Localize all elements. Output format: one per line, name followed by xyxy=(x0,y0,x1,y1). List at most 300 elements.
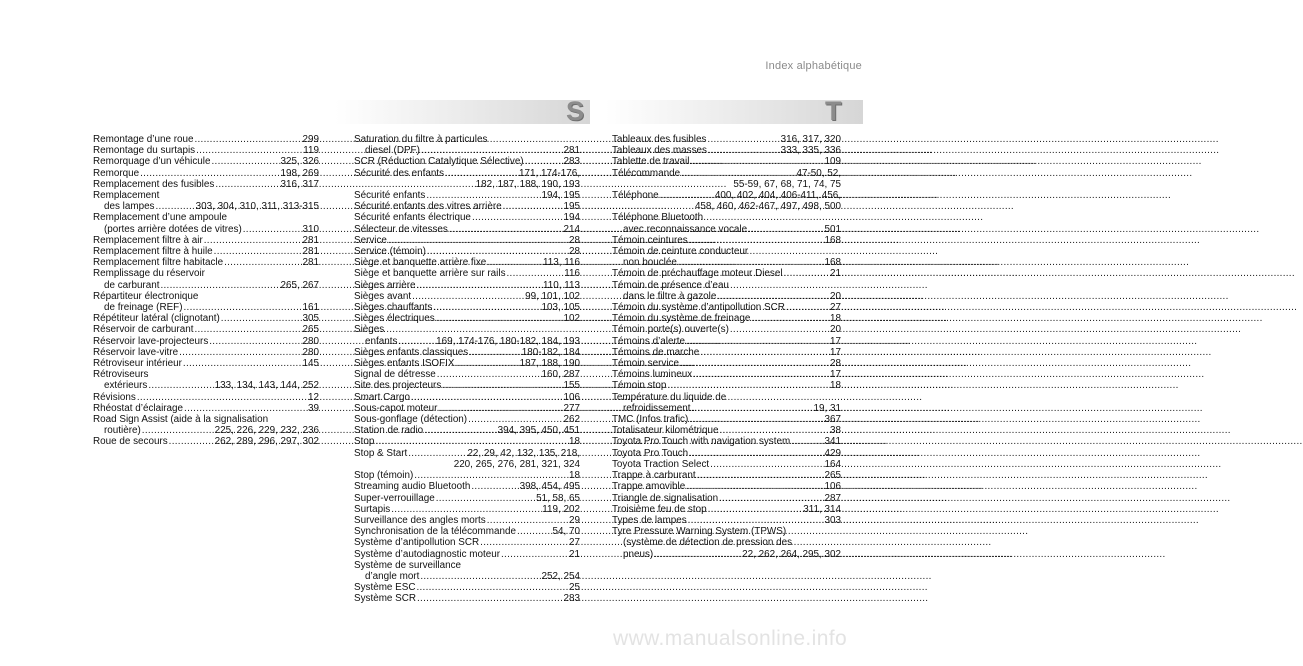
page-numbers: 18 xyxy=(830,380,841,392)
index-entry-line xyxy=(354,257,580,268)
index-term: Sièges enfants ISOFIX xyxy=(354,358,455,370)
section-letter-s: S xyxy=(566,96,585,126)
dot-leader xyxy=(525,156,563,167)
index-entry-line xyxy=(612,190,841,201)
index-entry-line xyxy=(354,302,580,313)
index-entry xyxy=(93,235,319,246)
dot-leader xyxy=(692,403,813,414)
index-entry xyxy=(354,448,580,470)
index-entry xyxy=(354,313,580,324)
index-entry xyxy=(354,560,580,582)
page-numbers: 116 xyxy=(564,268,580,280)
index-entry-line xyxy=(354,246,580,257)
index-term: Remplacement filtre à air xyxy=(93,234,203,246)
index-entry-line xyxy=(93,358,319,369)
page-numbers: 17 xyxy=(830,369,841,381)
index-term: Station de radio xyxy=(354,425,424,437)
index-entry xyxy=(354,224,580,235)
page-numbers: 182, 187, 188, 190, 193 xyxy=(475,178,580,190)
index-term: TMC (Infos trafic) xyxy=(612,414,689,426)
index-entry-line xyxy=(612,347,841,358)
index-term: Totalisateur kilométrique xyxy=(612,425,719,437)
dot-leader xyxy=(487,257,542,268)
index-term: avec reconnaissance vocale xyxy=(623,223,748,235)
index-entry xyxy=(612,425,841,436)
index-entry-line xyxy=(93,280,319,291)
index-entry xyxy=(612,268,841,279)
index-entry xyxy=(612,235,841,246)
index-entry-line xyxy=(93,336,319,347)
dot-leader xyxy=(160,280,279,291)
index-entry xyxy=(93,336,319,347)
dot-leader xyxy=(660,190,714,201)
index-term: Témoin du système d’antipollution SCR xyxy=(612,302,785,314)
dot-leader xyxy=(748,224,823,235)
page-numbers: 501 xyxy=(824,223,841,235)
index-entry xyxy=(354,537,580,548)
index-entry xyxy=(354,526,580,537)
index-entry xyxy=(612,493,841,504)
page-numbers: 367 xyxy=(824,414,841,426)
dot-leader xyxy=(204,235,302,246)
page-numbers: 133, 134, 143, 144, 252 xyxy=(214,380,319,392)
index-column-r xyxy=(93,134,319,448)
page-numbers: 195 xyxy=(563,201,580,213)
page-numbers: 180-182, 184 xyxy=(521,346,580,358)
index-entry xyxy=(93,347,319,358)
index-entry xyxy=(612,246,841,268)
index-term: Sièges chauffants xyxy=(354,302,433,314)
index-term: Synchronisation de la télécommande xyxy=(354,526,516,538)
index-entry-line xyxy=(354,549,580,560)
index-term: Sélecteur de vitesses xyxy=(354,223,448,235)
page-numbers: 51, 58, 65 xyxy=(536,492,580,504)
index-entry xyxy=(354,414,580,425)
index-entry-line xyxy=(612,324,841,335)
index-entry xyxy=(354,280,580,291)
index-term: non bouclée xyxy=(623,257,677,269)
index-entry-line xyxy=(354,235,580,246)
index-entry xyxy=(93,358,319,369)
dot-leader xyxy=(708,504,803,515)
index-entry-line xyxy=(93,347,319,358)
page-numbers: 281 xyxy=(563,145,580,157)
page-numbers: 47-50, 52, xyxy=(796,167,841,179)
index-entry xyxy=(354,257,580,268)
index-entry xyxy=(93,257,319,268)
index-entry-line xyxy=(354,212,580,223)
page-numbers: 110, 113 xyxy=(543,279,580,291)
index-term: Témoin de ceinture conducteur xyxy=(612,246,749,258)
index-term: Témoins de marche xyxy=(612,346,700,358)
index-term: Sécurité enfants xyxy=(354,190,426,202)
index-entry xyxy=(354,302,580,313)
page-numbers: 19, 31 xyxy=(813,402,841,414)
index-entry xyxy=(354,515,580,526)
index-term: Road Sign Assist (aide à la signalisation xyxy=(93,414,269,426)
index-term: Sièges enfants classiques xyxy=(354,346,469,358)
index-entry xyxy=(354,436,580,447)
index-term: de freinage (REF) xyxy=(104,302,183,314)
dot-leader xyxy=(148,380,213,391)
index-entry-line xyxy=(612,201,841,212)
index-entry xyxy=(612,347,841,358)
index-entry-line xyxy=(612,403,841,414)
index-entry xyxy=(612,190,841,212)
index-term: Siège et banquette arrière fixe xyxy=(354,257,487,269)
page-numbers: 27 xyxy=(569,537,580,549)
page-numbers: 28 xyxy=(830,358,841,370)
index-entry xyxy=(354,470,580,481)
page-numbers: 113, 116 xyxy=(543,257,580,269)
index-entry-line xyxy=(354,593,580,604)
dot-leader xyxy=(427,246,568,257)
index-term: Sièges xyxy=(354,324,385,336)
page-numbers: 341 xyxy=(824,436,841,448)
index-entry xyxy=(354,168,580,190)
index-entry-line xyxy=(612,493,841,504)
index-term: de carburant xyxy=(104,279,160,291)
page-numbers: 103, 105 xyxy=(541,302,580,314)
page-numbers: 394, 395, 450, 451 xyxy=(497,425,580,437)
dot-leader xyxy=(224,257,301,268)
section-band-s xyxy=(335,100,590,124)
index-entry-line xyxy=(93,403,319,414)
index-term: Stop & Start xyxy=(354,447,408,459)
index-entry xyxy=(354,156,580,167)
index-term: Sécurité des enfants xyxy=(354,167,445,179)
dot-leader xyxy=(469,347,521,358)
index-entry xyxy=(93,436,319,447)
index-entry xyxy=(354,493,580,504)
index-entry xyxy=(354,358,580,369)
page-numbers: 22, 262, 264, 295, 302 xyxy=(742,548,841,560)
dot-leader xyxy=(184,403,307,414)
page-numbers: 28 xyxy=(569,246,580,258)
index-entry xyxy=(354,201,580,212)
page-numbers: 262 xyxy=(563,414,580,426)
index-term: Téléphone xyxy=(612,190,659,202)
page-numbers: 281 xyxy=(302,246,319,258)
dot-leader xyxy=(686,481,823,492)
dot-leader xyxy=(678,257,824,268)
dot-leader xyxy=(209,336,301,347)
index-term: SCR (Réduction Catalytique Sélective) xyxy=(354,156,524,168)
index-entry-line xyxy=(93,168,319,179)
dot-leader xyxy=(388,235,568,246)
dot-leader xyxy=(437,369,541,380)
page-numbers: 25 xyxy=(569,582,580,594)
index-term: Réservoir lave-projecteurs xyxy=(93,335,209,347)
index-entry-line xyxy=(93,414,319,425)
index-entry-line xyxy=(93,224,319,235)
page-numbers: 265 xyxy=(824,470,841,482)
dot-leader xyxy=(681,168,795,179)
index-entry-line xyxy=(354,392,580,403)
page-numbers: 280 xyxy=(302,346,319,358)
index-entry-line xyxy=(612,504,841,515)
index-entry xyxy=(612,504,841,515)
dot-leader xyxy=(686,336,829,347)
dot-leader xyxy=(420,571,540,582)
page-numbers: 38 xyxy=(830,425,841,437)
index-entry-line xyxy=(612,414,841,425)
index-entry xyxy=(93,268,319,290)
index-entry-line xyxy=(612,515,841,526)
dot-leader xyxy=(689,448,823,459)
dot-leader xyxy=(449,224,563,235)
index-entry xyxy=(354,582,580,593)
index-term: Témoin du système de freinage xyxy=(612,313,751,325)
index-entry-line xyxy=(612,134,841,145)
index-term: Toyota Pro Touch xyxy=(612,447,689,459)
dot-leader xyxy=(480,537,568,548)
page-numbers: 265 xyxy=(302,324,319,336)
page-numbers: 54, 70 xyxy=(552,526,580,538)
index-term: Signal de détresse xyxy=(354,369,436,381)
index-term: Service (témoin) xyxy=(354,246,426,258)
index-term: Sécurité enfants des vitres arrière xyxy=(354,201,502,213)
index-entry-line xyxy=(612,179,841,190)
index-entry xyxy=(354,268,580,279)
dot-leader xyxy=(169,436,214,447)
index-entry-line xyxy=(354,448,580,459)
index-entry-line xyxy=(612,280,841,291)
index-term: Super-verrouillage xyxy=(354,492,435,504)
index-entry-line xyxy=(354,291,580,302)
index-entry-line xyxy=(93,436,319,447)
dot-leader xyxy=(243,224,302,235)
page-numbers: 171, 174-176, xyxy=(519,167,580,179)
index-entry-line xyxy=(354,369,580,380)
dot-leader xyxy=(179,347,301,358)
page-numbers: 283 xyxy=(563,593,580,605)
index-entry xyxy=(354,403,580,414)
index-term: Remplacement filtre à huile xyxy=(93,246,213,258)
dot-leader xyxy=(442,380,562,391)
index-term: Rhéostat d’éclairage xyxy=(93,402,184,414)
dot-leader xyxy=(786,302,829,313)
index-term: Rétroviseurs xyxy=(93,369,149,381)
dot-leader xyxy=(183,302,301,313)
page-numbers: 194 xyxy=(563,212,580,224)
index-entry xyxy=(612,336,841,347)
index-entry xyxy=(612,526,841,560)
dot-leader xyxy=(436,493,535,504)
dot-leader xyxy=(408,448,466,459)
page-numbers: 311, 314 xyxy=(803,503,841,515)
page-numbers: 119 xyxy=(303,145,319,157)
dot-leader xyxy=(183,358,302,369)
index-term: Toyota Traction Select xyxy=(612,458,710,470)
index-entry-line xyxy=(93,179,319,190)
index-entry xyxy=(93,212,319,234)
dot-leader xyxy=(697,470,824,481)
index-entry-line xyxy=(93,302,319,313)
dot-leader xyxy=(398,336,435,347)
index-entry-line xyxy=(354,582,580,593)
index-entry xyxy=(93,392,319,403)
dot-leader xyxy=(416,280,542,291)
index-term: Remplacement xyxy=(93,190,160,202)
page-numbers: 398, 454, 495 xyxy=(519,481,580,493)
index-entry xyxy=(93,190,319,212)
index-entry-line xyxy=(612,358,841,369)
index-term: Système SCR xyxy=(354,593,417,605)
index-entry-line xyxy=(93,380,319,391)
dot-leader xyxy=(517,526,552,537)
dot-leader xyxy=(215,179,279,190)
index-entry-line xyxy=(354,515,580,526)
index-entry-line xyxy=(354,145,580,156)
dot-leader xyxy=(424,425,496,436)
index-term: Révisions xyxy=(93,391,136,403)
page-numbers: 325, 326 xyxy=(280,156,319,168)
index-entry-line xyxy=(354,425,580,436)
section-letter-t: T xyxy=(825,96,842,126)
index-term: Répétiteur latéral (clignotant) xyxy=(93,313,220,325)
index-entry-line xyxy=(612,212,841,223)
page-numbers: 220, 265, 276, 281, 321, 324 xyxy=(453,458,580,470)
index-entry-line xyxy=(354,414,580,425)
dot-leader xyxy=(719,425,829,436)
page-numbers: 305 xyxy=(302,313,319,325)
index-term: Témoin de présence d’eau xyxy=(612,279,729,291)
index-entry-line xyxy=(354,201,580,212)
page-numbers: 400, 402, 404, 406-411, 456, xyxy=(714,190,841,202)
index-entry xyxy=(612,448,841,459)
index-term: Témoin ceintures xyxy=(612,234,688,246)
page-numbers: 55-59, 67, 68, 71, 74, 75 xyxy=(733,178,841,190)
index-entry-line xyxy=(93,235,319,246)
page-numbers: 109 xyxy=(824,156,841,168)
index-term: Saturation du filtre à particules xyxy=(354,134,488,145)
dot-leader xyxy=(690,156,823,167)
index-entry-line xyxy=(93,369,319,380)
page-numbers: 429 xyxy=(824,447,841,459)
index-term: Tableaux des masses xyxy=(612,145,707,157)
index-term: Troisième feu de stop xyxy=(612,503,707,515)
index-term: Sécurité enfants électrique xyxy=(354,212,471,224)
index-entry-line xyxy=(354,358,580,369)
index-entry xyxy=(612,134,841,145)
index-term: Streaming audio Bluetooth xyxy=(354,481,471,493)
page-numbers: 164 xyxy=(824,458,841,470)
dot-leader xyxy=(137,392,307,403)
index-entry xyxy=(612,392,841,414)
index-entry xyxy=(612,280,841,302)
index-entry xyxy=(612,324,841,335)
index-entry-line xyxy=(93,324,319,335)
index-entry xyxy=(354,369,580,380)
dot-leader xyxy=(507,268,564,279)
index-term: Remorquage d’un véhicule xyxy=(93,156,211,168)
page-numbers: 168 xyxy=(824,234,841,246)
index-entry-line xyxy=(612,526,841,537)
index-entry-line xyxy=(612,235,841,246)
dot-leader xyxy=(717,291,829,302)
page-numbers: 17 xyxy=(830,346,841,358)
index-entry-line xyxy=(354,313,580,324)
index-entry xyxy=(93,291,319,313)
index-entry xyxy=(93,156,319,167)
index-entry-line xyxy=(612,268,841,279)
dot-leader xyxy=(412,291,524,302)
page-numbers: 168 xyxy=(824,257,841,269)
index-entry-line xyxy=(354,380,580,391)
index-term: Témoins lumineux xyxy=(612,369,693,381)
page-numbers: 316, 317 xyxy=(280,178,319,190)
dot-leader xyxy=(411,392,563,403)
index-term: enfants xyxy=(365,335,398,347)
page-numbers: 27 xyxy=(830,302,841,314)
page-numbers: 225, 226, 229, 232, 236 xyxy=(214,425,319,437)
index-term: Réservoir lave-vitre xyxy=(93,346,179,358)
page-numbers: 20 xyxy=(830,290,841,302)
index-term: Système ESC xyxy=(354,582,416,594)
index-entry xyxy=(354,425,580,436)
page-numbers: 287 xyxy=(824,492,841,504)
index-term: Trappe à carburant xyxy=(612,470,696,482)
index-entry-line xyxy=(354,168,580,179)
dot-leader xyxy=(710,459,823,470)
page-numbers: 265, 267 xyxy=(280,279,319,291)
page-numbers: 277 xyxy=(563,402,580,414)
index-entry xyxy=(612,369,841,380)
page-numbers: 22, 29, 42, 132, 135, 218, xyxy=(467,447,580,459)
index-entry xyxy=(93,168,319,179)
index-entry xyxy=(354,190,580,201)
index-entry-line xyxy=(612,459,841,470)
index-entry-line xyxy=(93,145,319,156)
index-entry-line xyxy=(354,493,580,504)
index-term: Témoin de préchauffage moteur Diesel xyxy=(612,268,783,280)
dot-leader xyxy=(700,347,829,358)
dot-leader xyxy=(445,168,518,179)
index-term: Sous-gonflage (détection) xyxy=(354,414,468,426)
index-entry-line xyxy=(612,156,841,167)
index-term: Remplissage du réservoir xyxy=(93,268,205,280)
index-term: Toyota Pro Touch with navigation system xyxy=(612,436,791,448)
dot-leader xyxy=(472,212,563,223)
page-numbers: 169, 174-176, 180-182, 184, 193 xyxy=(436,335,580,347)
index-column-s xyxy=(354,134,580,605)
dot-leader xyxy=(707,134,779,145)
index-entry xyxy=(354,549,580,560)
index-entry xyxy=(612,470,841,481)
page-numbers: 283 xyxy=(563,156,580,168)
index-entry-line xyxy=(612,481,841,492)
index-term: Téléphone Bluetooth xyxy=(612,212,704,224)
index-term: pneus) xyxy=(623,548,654,560)
index-term: Répartiteur électronique xyxy=(93,290,199,302)
index-term: Types de lampes xyxy=(612,514,687,526)
index-entry-line xyxy=(354,470,580,481)
dot-leader xyxy=(421,145,563,156)
watermark: www.manualsonline.info xyxy=(613,627,848,650)
page-numbers: 99, 101, 102 xyxy=(525,290,580,302)
page-numbers: 20 xyxy=(830,324,841,336)
index-entry-line xyxy=(612,436,841,447)
dot-leader xyxy=(468,414,562,425)
dot-leader xyxy=(503,201,563,212)
index-entry xyxy=(93,403,319,414)
index-entry xyxy=(354,347,580,358)
dot-leader xyxy=(438,403,562,414)
dot-leader xyxy=(142,425,214,436)
dot-leader xyxy=(751,313,829,324)
page-numbers: 281 xyxy=(302,234,319,246)
